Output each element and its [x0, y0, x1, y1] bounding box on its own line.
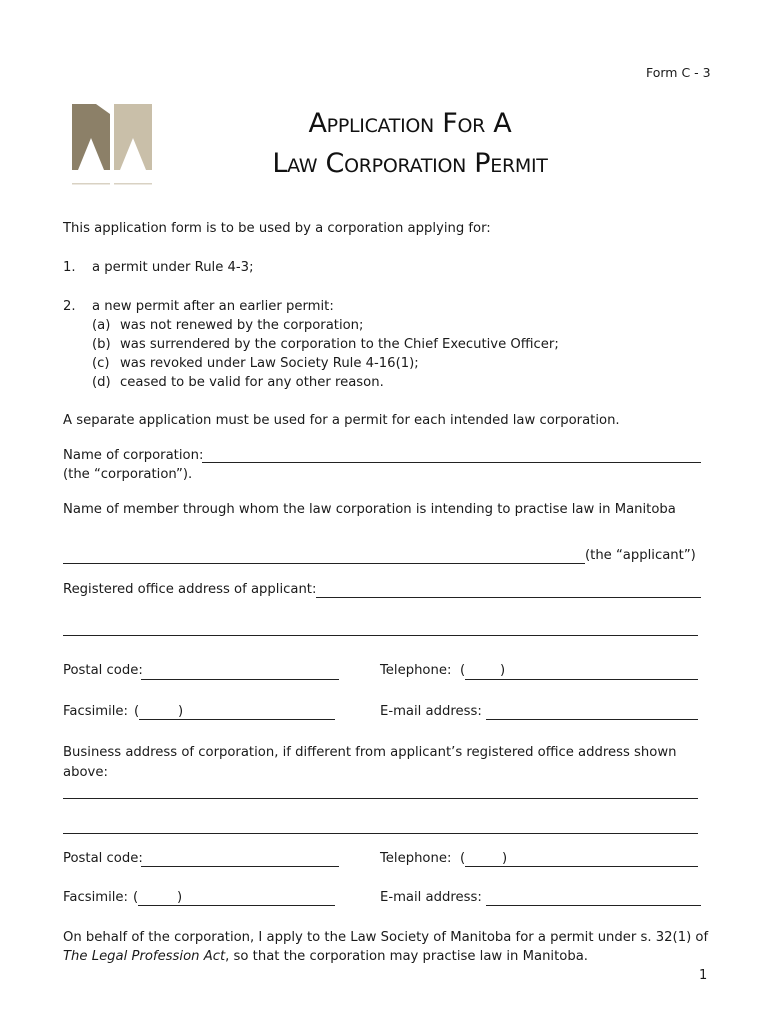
item-1-number: 1.: [63, 260, 76, 275]
separate-application-note: A separate application must be used for a permit for each intended law corporation.: [63, 413, 620, 428]
registered-office-field-line1[interactable]: [316, 597, 701, 598]
registered-office-label: Registered office address of applicant:: [63, 582, 317, 597]
telephone-paren-close-1: ): [500, 663, 506, 678]
email-field-2[interactable]: [486, 905, 701, 906]
closing-statement-line1: On behalf of the corporation, I apply to the Law Society of Manitoba for a permit under s. 32(1) of: [63, 930, 709, 945]
item-2-text: a new permit after an earlier permit:: [92, 299, 334, 314]
item-2-number: 2.: [63, 299, 76, 314]
email-label-2: E-mail address:: [380, 890, 482, 905]
subitem-d-text: ceased to be valid for any other reason.: [120, 375, 384, 390]
corporation-name-suffix: (the “corporation”).: [63, 467, 193, 482]
subitem-b-letter: (b): [92, 337, 111, 352]
facsimile-field-1[interactable]: [139, 719, 335, 720]
applicant-name-field[interactable]: [63, 563, 585, 564]
corporation-name-field[interactable]: [202, 462, 701, 463]
page-title-line1: Application For A: [308, 108, 512, 139]
telephone-paren-open-1: (: [460, 663, 466, 678]
act-name: The Legal Profession Act: [63, 949, 226, 964]
form-id: Form C - 3: [646, 65, 711, 80]
facsimile-label-2: Facsimile:: [63, 890, 128, 905]
subitem-a-letter: (a): [92, 318, 111, 333]
telephone-paren-open-2: (: [460, 851, 466, 866]
applicant-suffix: (the “applicant”): [585, 548, 696, 563]
email-label-1: E-mail address:: [380, 704, 482, 719]
facsimile-label-1: Facsimile:: [63, 704, 128, 719]
email-field-1[interactable]: [486, 719, 698, 720]
facsimile-field-2[interactable]: [138, 905, 335, 906]
postal-code-field-1[interactable]: [141, 679, 339, 680]
closing-statement-line2: [63, 949, 588, 964]
business-address-field-line2[interactable]: [63, 833, 698, 834]
facsimile-paren-close-1: ): [178, 704, 184, 719]
postal-code-field-2[interactable]: [141, 866, 339, 867]
subitem-d-letter: (d): [92, 375, 111, 390]
page-number: 1: [699, 968, 708, 983]
facsimile-paren-open-2: (: [133, 890, 139, 905]
facsimile-paren-close-2: ): [177, 890, 183, 905]
facsimile-paren-open-1: (: [134, 704, 140, 719]
telephone-paren-close-2: ): [502, 851, 508, 866]
closing-statement-rest: , so that the corporation may practise law in Manitoba.: [225, 949, 588, 964]
subitem-c-letter: (c): [92, 356, 110, 371]
business-address-field-line1[interactable]: [63, 798, 698, 799]
telephone-label-2: Telephone:: [380, 851, 452, 866]
business-address-label-line1: Business address of corporation, if different from applicant’s registered office address shown: [63, 745, 677, 760]
member-name-label: Name of member through whom the law corporation is intending to practise law in Manitoba: [63, 502, 676, 517]
subitem-a-text: was not renewed by the corporation;: [120, 318, 364, 333]
business-address-label-line2: above:: [63, 765, 108, 780]
subitem-b-text: was surrendered by the corporation to the Chief Executive Officer;: [120, 337, 559, 352]
postal-code-label-1: Postal code:: [63, 663, 143, 678]
registered-office-field-line2[interactable]: [63, 635, 698, 636]
telephone-field-2[interactable]: [465, 866, 698, 867]
corporation-name-label: Name of corporation:: [63, 448, 204, 463]
postal-code-label-2: Postal code:: [63, 851, 143, 866]
page-title-line2: Law Corporation Permit: [272, 148, 548, 179]
intro-text: This application form is to be used by a corporation applying for:: [63, 221, 491, 236]
telephone-field-1[interactable]: [465, 679, 698, 680]
subitem-c-text: was revoked under Law Society Rule 4-16(1);: [120, 356, 419, 371]
telephone-label-1: Telephone:: [380, 663, 452, 678]
item-1-text: a permit under Rule 4-3;: [92, 260, 254, 275]
